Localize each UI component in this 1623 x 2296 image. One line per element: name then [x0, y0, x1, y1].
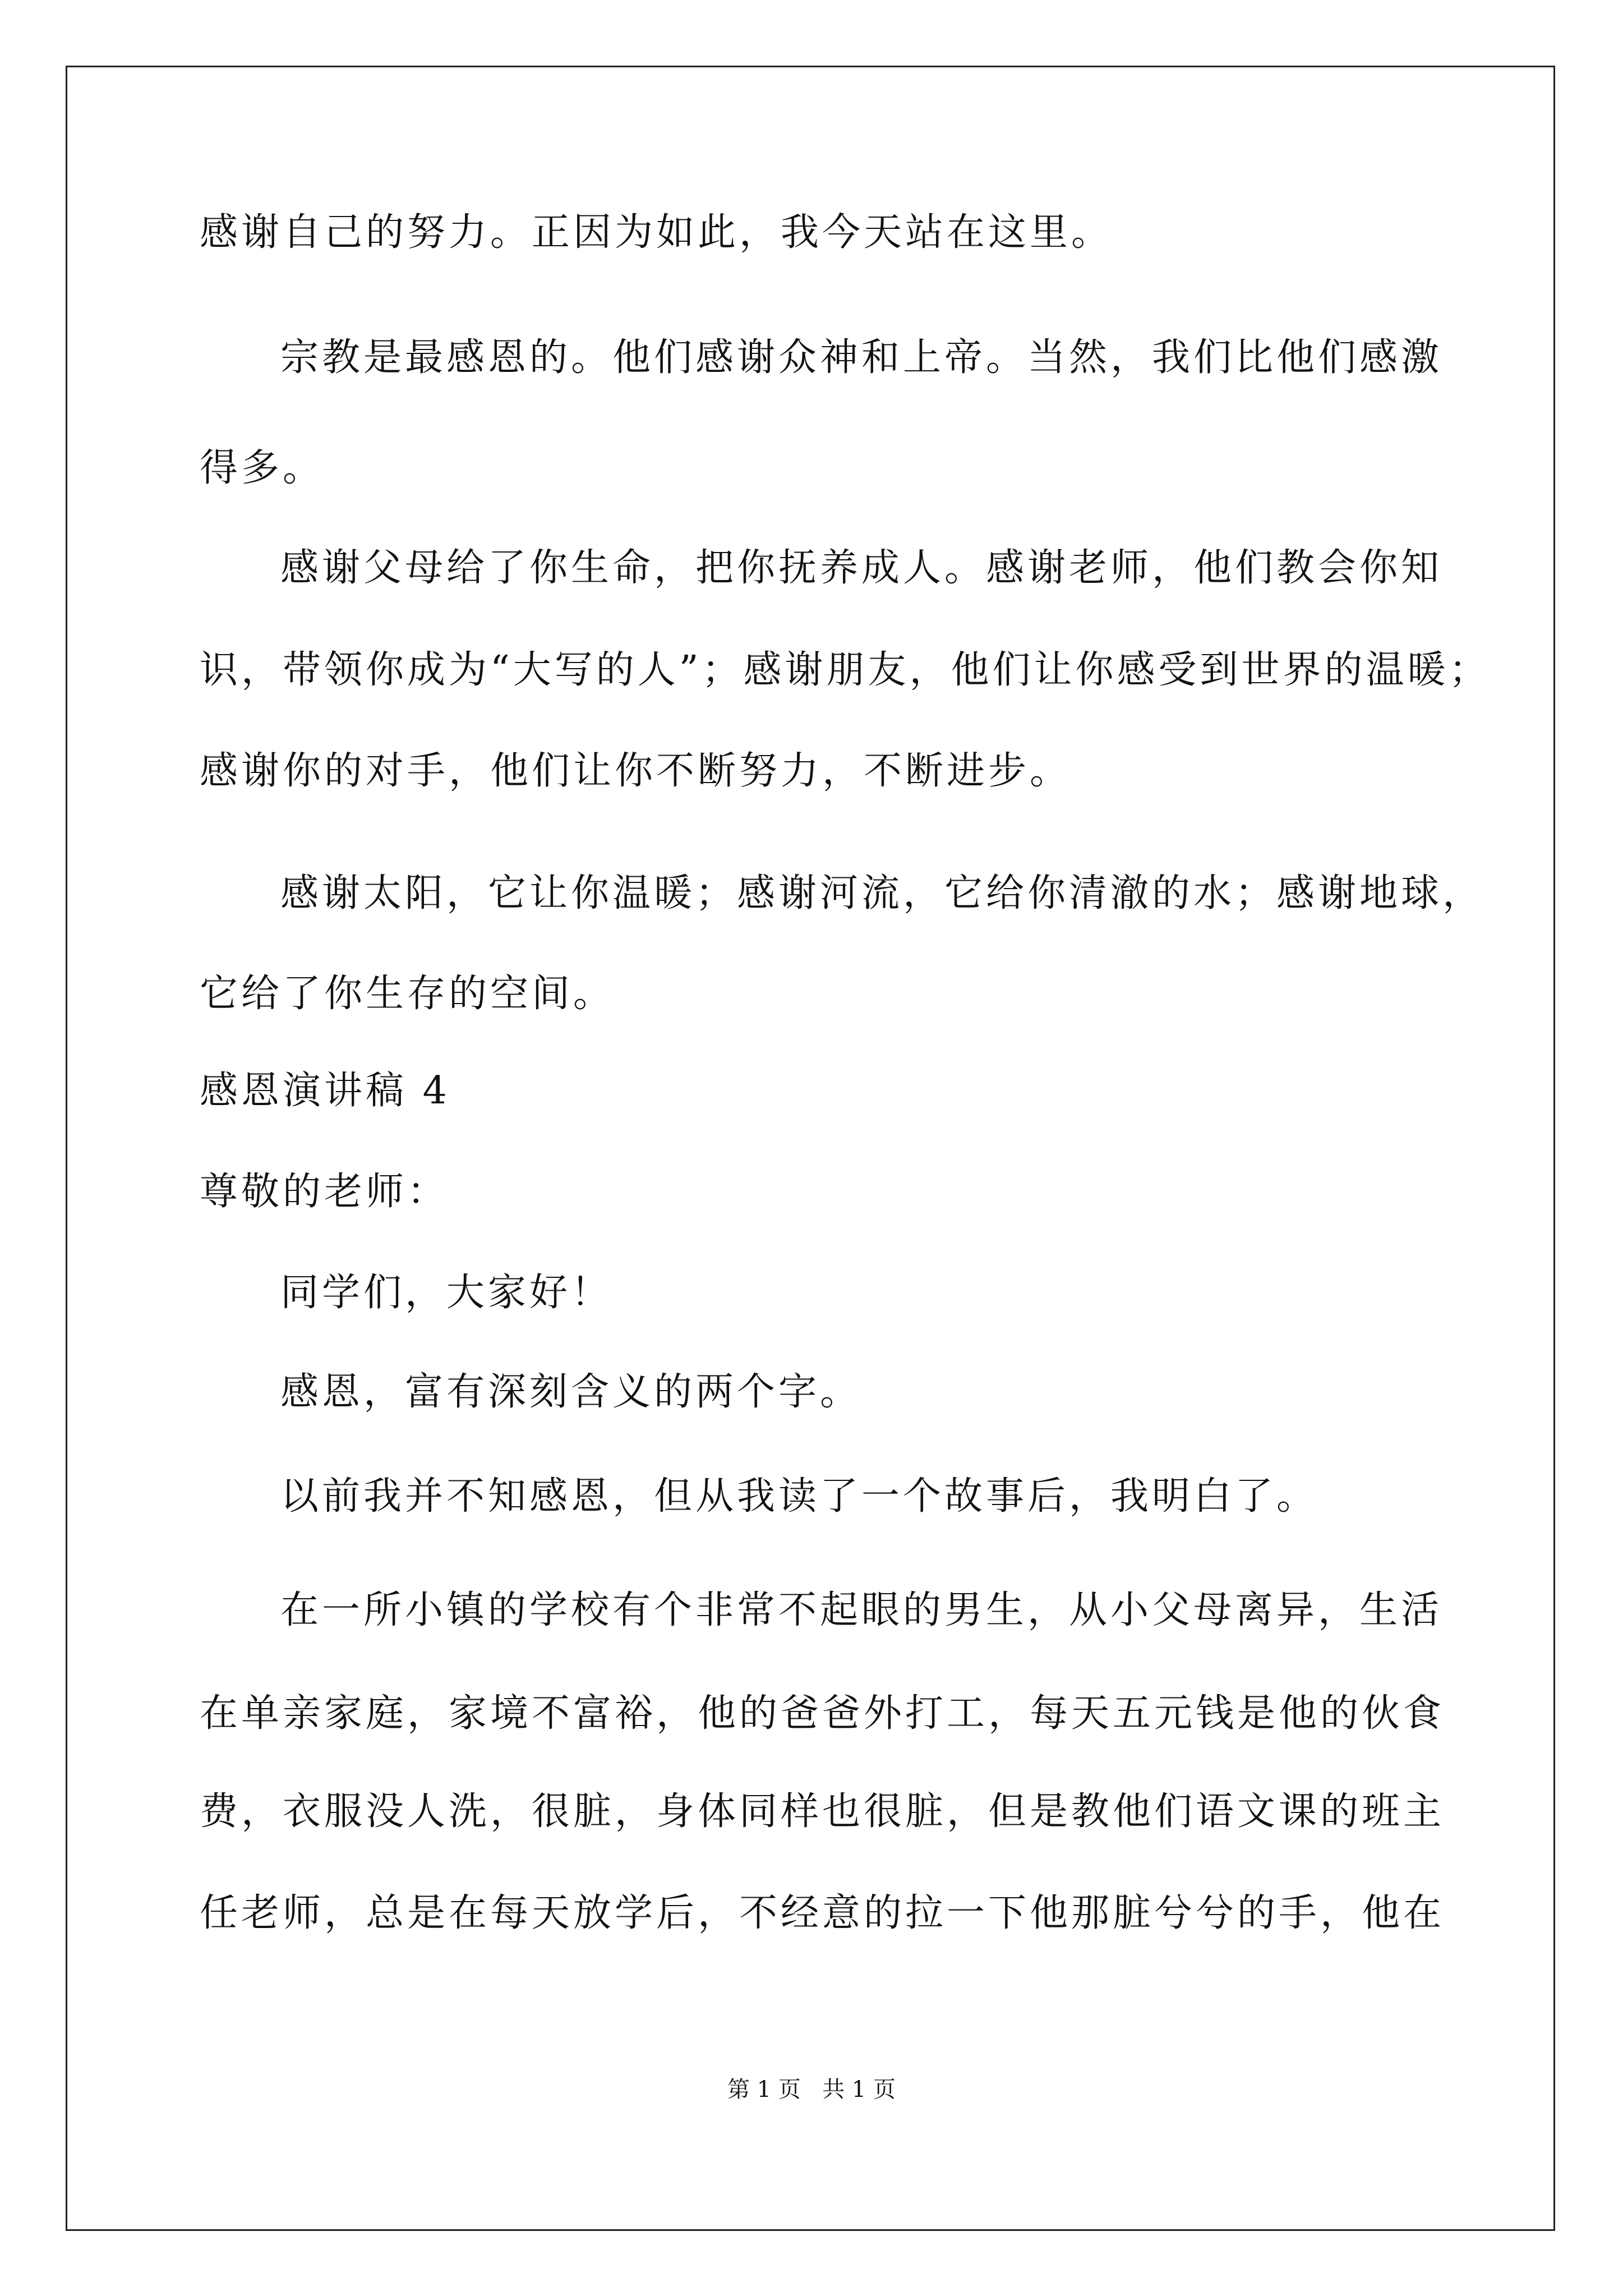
- section-heading: 感恩演讲稿 4: [200, 1069, 450, 1113]
- greeting: 同学们，大家好！: [280, 1271, 613, 1315]
- text-line: 感谢你的对手，他们让你不断努力，不断进步。: [200, 749, 1072, 793]
- salutation: 尊敬的老师：: [200, 1170, 449, 1214]
- paragraph-start: 感恩，富有深刻含义的两个字。: [280, 1370, 862, 1414]
- paragraph-start: 宗教是最感恩的。他们感谢众神和上帝。当然，我们比他们感激: [280, 335, 1443, 380]
- text-line: 费，衣服没人洗，很脏，身体同样也很脏，但是教他们语文课的班主: [200, 1789, 1445, 1834]
- text-line: 得多。: [200, 446, 325, 490]
- text-line: 任老师，总是在每天放学后，不经意的拉一下他那脏兮兮的手，他在: [200, 1891, 1445, 1935]
- text-line: 识，带领你成为“大写的人”；感谢朋友，他们让你感受到世界的温暖；: [200, 648, 1491, 692]
- paragraph-start: 感谢太阳，它让你温暖；感谢河流，它给你清澈的水；感谢地球，: [280, 871, 1484, 915]
- text-line: 感谢自己的努力。正因为如此，我今天站在这里。: [200, 210, 1113, 255]
- paragraph-start: 以前我并不知感恩，但从我读了一个故事后，我明白了。: [280, 1474, 1318, 1519]
- text-line: 它给了你生存的空间。: [200, 972, 615, 1016]
- page-footer: 第 1 页 共 1 页: [727, 2077, 896, 2102]
- paragraph-start: 感谢父母给了你生命，把你抚养成人。感谢老师，他们教会你知: [280, 546, 1443, 590]
- text-line: 在单亲家庭，家境不富裕，他的爸爸外打工，每天五元钱是他的伙食: [200, 1691, 1445, 1736]
- paragraph-start: 在一所小镇的学校有个非常不起眼的男生，从小父母离异，生活: [280, 1588, 1443, 1632]
